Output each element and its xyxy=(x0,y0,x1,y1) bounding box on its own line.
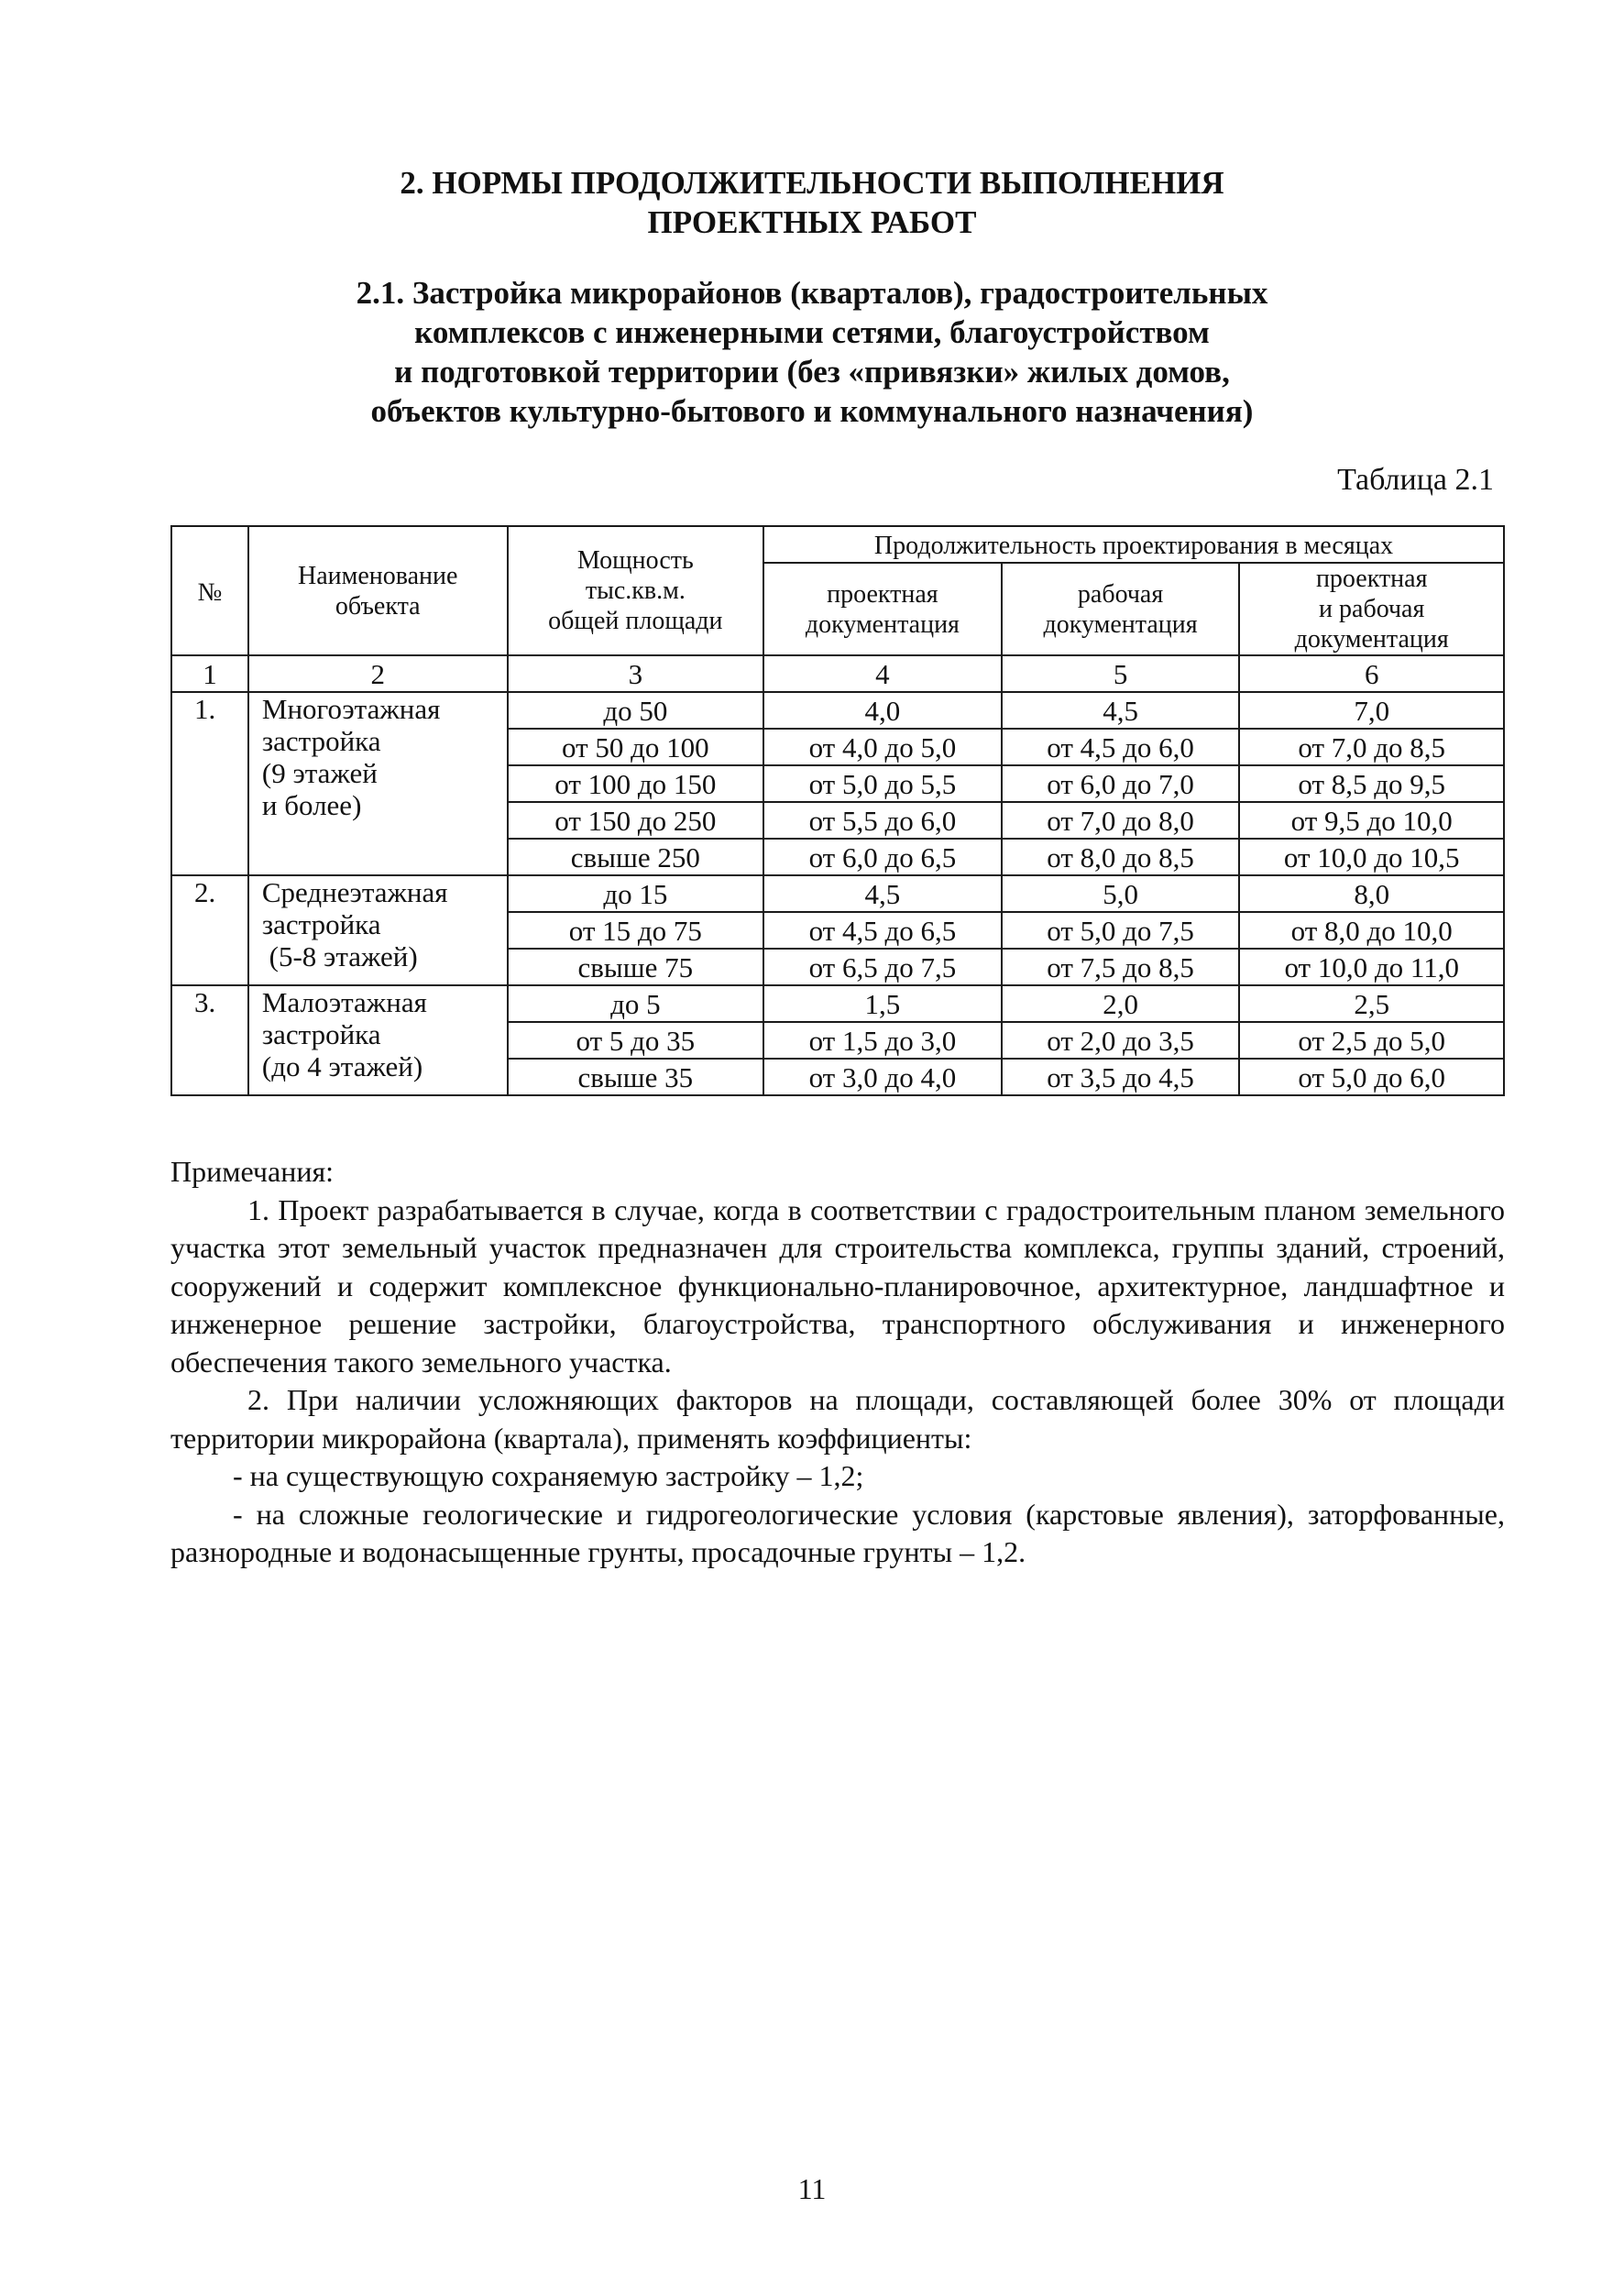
column-index-row xyxy=(171,655,1504,692)
working-duration-cell: от 4,5 до 6,0 xyxy=(1002,729,1240,765)
object-name-line: и более) xyxy=(261,789,362,821)
section-heading-line-3: и подготовкой территории (без «привязки» жилых домов, xyxy=(394,354,1230,390)
section-heading-line-2: комплексов с инженерными сетями, благоустройством xyxy=(414,314,1210,350)
header-capacity: Мощность тыс.кв.м. общей площади xyxy=(508,526,763,655)
capacity-cell: от 15 до 75 xyxy=(508,912,763,949)
design-duration-cell: от 3,0 до 4,0 xyxy=(763,1059,1002,1095)
note-2-item-1: - на существующую сохраняемую застройку – 1,2; xyxy=(233,1459,864,1492)
design-duration-cell: от 6,5 до 7,5 xyxy=(763,949,1002,985)
working-duration-cell: от 8,0 до 8,5 xyxy=(1002,839,1240,875)
object-name-line: застройка xyxy=(261,908,381,940)
capacity-cell: от 5 до 35 xyxy=(508,1022,763,1059)
object-name-cell xyxy=(248,692,508,875)
total-duration-cell: от 10,0 до 11,0 xyxy=(1239,949,1504,985)
total-duration-cell: 2,5 xyxy=(1239,985,1504,1022)
column-index-cell: 3 xyxy=(508,655,763,692)
capacity-cell: свыше 75 xyxy=(508,949,763,985)
note-2-item-2: - на сложные геологические и гидрогеологические условия (карстовые явления), заторфованные, разнородные и водонасыщенные грунты, просадочные грунты – 1,2. xyxy=(170,1497,1505,1568)
total-duration-cell: 7,0 xyxy=(1239,692,1504,729)
column-index-cell: 2 xyxy=(248,655,508,692)
object-name-line: (5-8 этажей) xyxy=(261,940,418,972)
capacity-cell: от 150 до 250 xyxy=(508,802,763,839)
design-duration-cell: 4,5 xyxy=(763,875,1002,912)
working-duration-cell: 5,0 xyxy=(1002,875,1240,912)
object-name-line: застройка xyxy=(261,725,381,757)
row-number-cell: 3. xyxy=(171,985,248,1095)
design-duration-cell: 1,5 xyxy=(763,985,1002,1022)
table-label: Таблица 2.1 xyxy=(1337,463,1494,497)
header-no: № xyxy=(171,526,248,655)
total-duration-cell: от 2,5 до 5,0 xyxy=(1239,1022,1504,1059)
total-duration-cell: от 5,0 до 6,0 xyxy=(1239,1059,1504,1095)
total-duration-cell: от 9,5 до 10,0 xyxy=(1239,802,1504,839)
notes xyxy=(170,1153,1505,1572)
object-name-line: застройка xyxy=(261,1018,381,1050)
capacity-cell: свыше 35 xyxy=(508,1059,763,1095)
design-duration-cell: от 5,5 до 6,0 xyxy=(763,802,1002,839)
chapter-heading-line-2: ПРОЕКТНЫХ РАБОТ xyxy=(647,204,977,240)
capacity-cell: свыше 250 xyxy=(508,839,763,875)
table-row xyxy=(171,985,1504,1022)
row-number-cell: 1. xyxy=(171,692,248,875)
working-duration-cell: от 6,0 до 7,0 xyxy=(1002,765,1240,802)
capacity-cell: до 5 xyxy=(508,985,763,1022)
object-name-line: Среднеэтажная xyxy=(261,876,448,908)
column-index-cell: 1 xyxy=(171,655,248,692)
design-duration-cell: от 5,0 до 5,5 xyxy=(763,765,1002,802)
total-duration-cell: от 8,0 до 10,0 xyxy=(1239,912,1504,949)
total-duration-cell: от 7,0 до 8,5 xyxy=(1239,729,1504,765)
object-name-line: Малоэтажная xyxy=(261,986,427,1018)
design-duration-cell: от 6,0 до 6,5 xyxy=(763,839,1002,875)
header-working: рабочая документация xyxy=(1002,563,1240,655)
object-name-cell xyxy=(248,985,508,1095)
chapter-heading-line-1: 2. НОРМЫ ПРОДОЛЖИТЕЛЬНОСТИ ВЫПОЛНЕНИЯ xyxy=(400,165,1224,201)
object-name-cell xyxy=(248,875,508,985)
table-row xyxy=(171,875,1504,912)
header-duration: Продолжительность проектирования в месяцах xyxy=(763,526,1504,563)
note-1: 1. Проект разрабатывается в случае, когда в соответствии с градостроительным планом земельного участка этот земельный участок предназначен для строительства комплекса, группы зданий, строений, сооружений и содержит комплексное функционально-планировочное, архитектурное, ландшафтное и инженерное решение застройки, благоустройства, транспортного обслуживания и инженерного обеспечения такого земельного участка. xyxy=(170,1192,1505,1379)
working-duration-cell: от 3,5 до 4,5 xyxy=(1002,1059,1240,1095)
capacity-cell: до 50 xyxy=(508,692,763,729)
column-index-cell: 4 xyxy=(763,655,1002,692)
design-duration-cell: 4,0 xyxy=(763,692,1002,729)
working-duration-cell: 2,0 xyxy=(1002,985,1240,1022)
working-duration-cell: от 5,0 до 7,5 xyxy=(1002,912,1240,949)
header-design: проектная документация xyxy=(763,563,1002,655)
working-duration-cell: от 7,0 до 8,0 xyxy=(1002,802,1240,839)
section-heading xyxy=(0,273,1624,431)
capacity-cell: от 50 до 100 xyxy=(508,729,763,765)
note-2: 2. При наличии усложняющих факторов на площади, составляющей более 30% от площади территории микрорайона (квартала), применять коэффициенты: xyxy=(170,1383,1505,1455)
working-duration-cell: 4,5 xyxy=(1002,692,1240,729)
header-row-1 xyxy=(171,526,1504,563)
total-duration-cell: от 8,5 до 9,5 xyxy=(1239,765,1504,802)
table-row xyxy=(171,692,1504,729)
working-duration-cell: от 2,0 до 3,5 xyxy=(1002,1022,1240,1059)
column-index-cell: 5 xyxy=(1002,655,1240,692)
duration-table xyxy=(170,525,1505,1096)
header-name: Наименование объекта xyxy=(248,526,508,655)
total-duration-cell: от 10,0 до 10,5 xyxy=(1239,839,1504,875)
header-design-and-working: проектная и рабочая документация xyxy=(1239,563,1504,655)
section-heading-line-4: объектов культурно-бытового и коммунального назначения) xyxy=(370,393,1254,429)
working-duration-cell: от 7,5 до 8,5 xyxy=(1002,949,1240,985)
object-name-line: Многоэтажная xyxy=(261,693,441,725)
column-index-cell: 6 xyxy=(1239,655,1504,692)
design-duration-cell: от 4,5 до 6,5 xyxy=(763,912,1002,949)
capacity-cell: до 15 xyxy=(508,875,763,912)
page-number: 11 xyxy=(797,2172,827,2205)
object-name-line: (9 этажей xyxy=(261,757,378,789)
design-duration-cell: от 1,5 до 3,0 xyxy=(763,1022,1002,1059)
object-name-line: (до 4 этажей) xyxy=(261,1050,423,1082)
row-number-cell: 2. xyxy=(171,875,248,985)
chapter-heading xyxy=(0,163,1624,242)
notes-title: Примечания: xyxy=(170,1155,335,1188)
design-duration-cell: от 4,0 до 5,0 xyxy=(763,729,1002,765)
capacity-cell: от 100 до 150 xyxy=(508,765,763,802)
total-duration-cell: 8,0 xyxy=(1239,875,1504,912)
section-heading-line-1: 2.1. Застройка микрорайонов (кварталов), градостроительных xyxy=(356,275,1268,311)
